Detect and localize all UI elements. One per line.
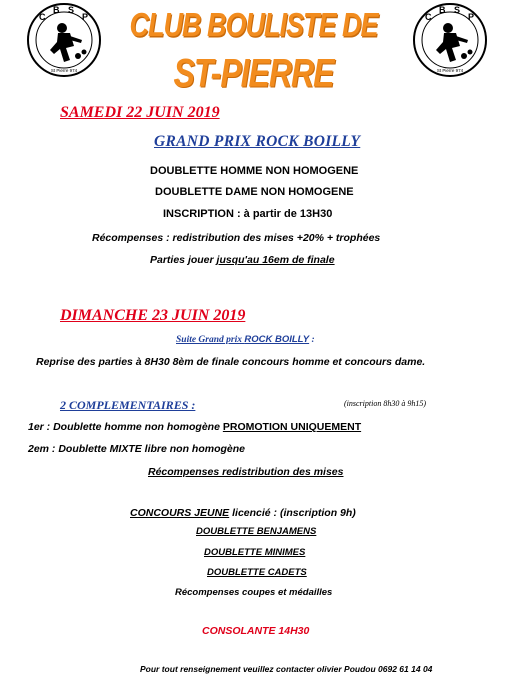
logo-letter: S (68, 5, 75, 15)
youth-title (130, 507, 356, 519)
logo-letter: S (454, 5, 461, 15)
logo-ring-text: St Pierre 974 (50, 68, 78, 73)
saturday-games-prefix: Parties jouer (150, 254, 217, 266)
logo-letter: C (39, 12, 46, 22)
youth-title-rest: licencié : (inscription 9h) (229, 507, 356, 519)
logo-letter: P (468, 12, 475, 22)
club-title-line1: CLUB BOULISTE DE (129, 6, 378, 44)
sunday-suite-suffix: : (309, 335, 315, 345)
complementary-title: 2 COMPLEMENTAIRES : (60, 398, 196, 412)
saturday-games (150, 254, 335, 266)
complementary-first (28, 421, 361, 433)
sunday-suite-prefix: Suite Grand prix (176, 335, 245, 345)
logo-letter: P (82, 12, 89, 22)
sunday-suite-event: ROCK BOILLY (244, 334, 310, 345)
youth-rewards: Récompenses coupes et médailles (175, 587, 333, 598)
consolante: CONSOLANTE 14H30 (202, 625, 310, 637)
saturday-date: SAMEDI 22 JUIN 2019 (60, 104, 220, 121)
complementary-note: (inscription 8h30 à 9h15) (344, 399, 426, 408)
sunday-reprise: Reprise des parties à 8H30 8èm de finale concours homme et concours dame. (36, 356, 426, 368)
logo-ring-text: St Pierre 974 (436, 68, 464, 73)
logo-letter: C (425, 12, 432, 22)
logo-letter: B (439, 5, 446, 15)
youth-item-benjamens: DOUBLETTE BENJAMENS (196, 526, 317, 537)
youth-item-minimes: DOUBLETTE MINIMES (204, 547, 306, 558)
complementary-first-text: 1er : Doublette homme non homogène (28, 421, 223, 433)
contact-info: Pour tout renseignement veuillez contacter olivier Poudou 0692 61 14 04 (140, 664, 433, 674)
youth-title-underlined: CONCOURS JEUNE (130, 507, 230, 519)
saturday-category-women: DOUBLETTE DAME NON HOMOGENE (155, 186, 354, 198)
saturday-event-title: GRAND PRIX ROCK BOILLY (154, 133, 361, 150)
saturday-rewards: Récompenses : redistribution des mises +20% + trophées (92, 232, 381, 244)
logo-letter: B (53, 5, 60, 15)
saturday-inscription: INSCRIPTION : à partir de 13H30 (163, 208, 333, 220)
club-title-line2: ST-PIERRE (173, 50, 334, 95)
complementary-second: 2em : Doublette MIXTE libre non homogène (28, 443, 246, 455)
sunday-suite (176, 334, 315, 345)
sunday-rewards: Récompenses redistribution des mises (148, 466, 344, 478)
sunday-date: DIMANCHE 23 JUIN 2019 (60, 307, 246, 324)
complementary-first-promo: PROMOTION UNIQUEMENT (222, 421, 362, 433)
saturday-category-men: DOUBLETTE HOMME NON HOMOGENE (150, 165, 359, 177)
saturday-games-limit: jusqu'au 16em de finale (216, 254, 335, 266)
youth-item-cadets: DOUBLETTE CADETS (207, 567, 307, 578)
